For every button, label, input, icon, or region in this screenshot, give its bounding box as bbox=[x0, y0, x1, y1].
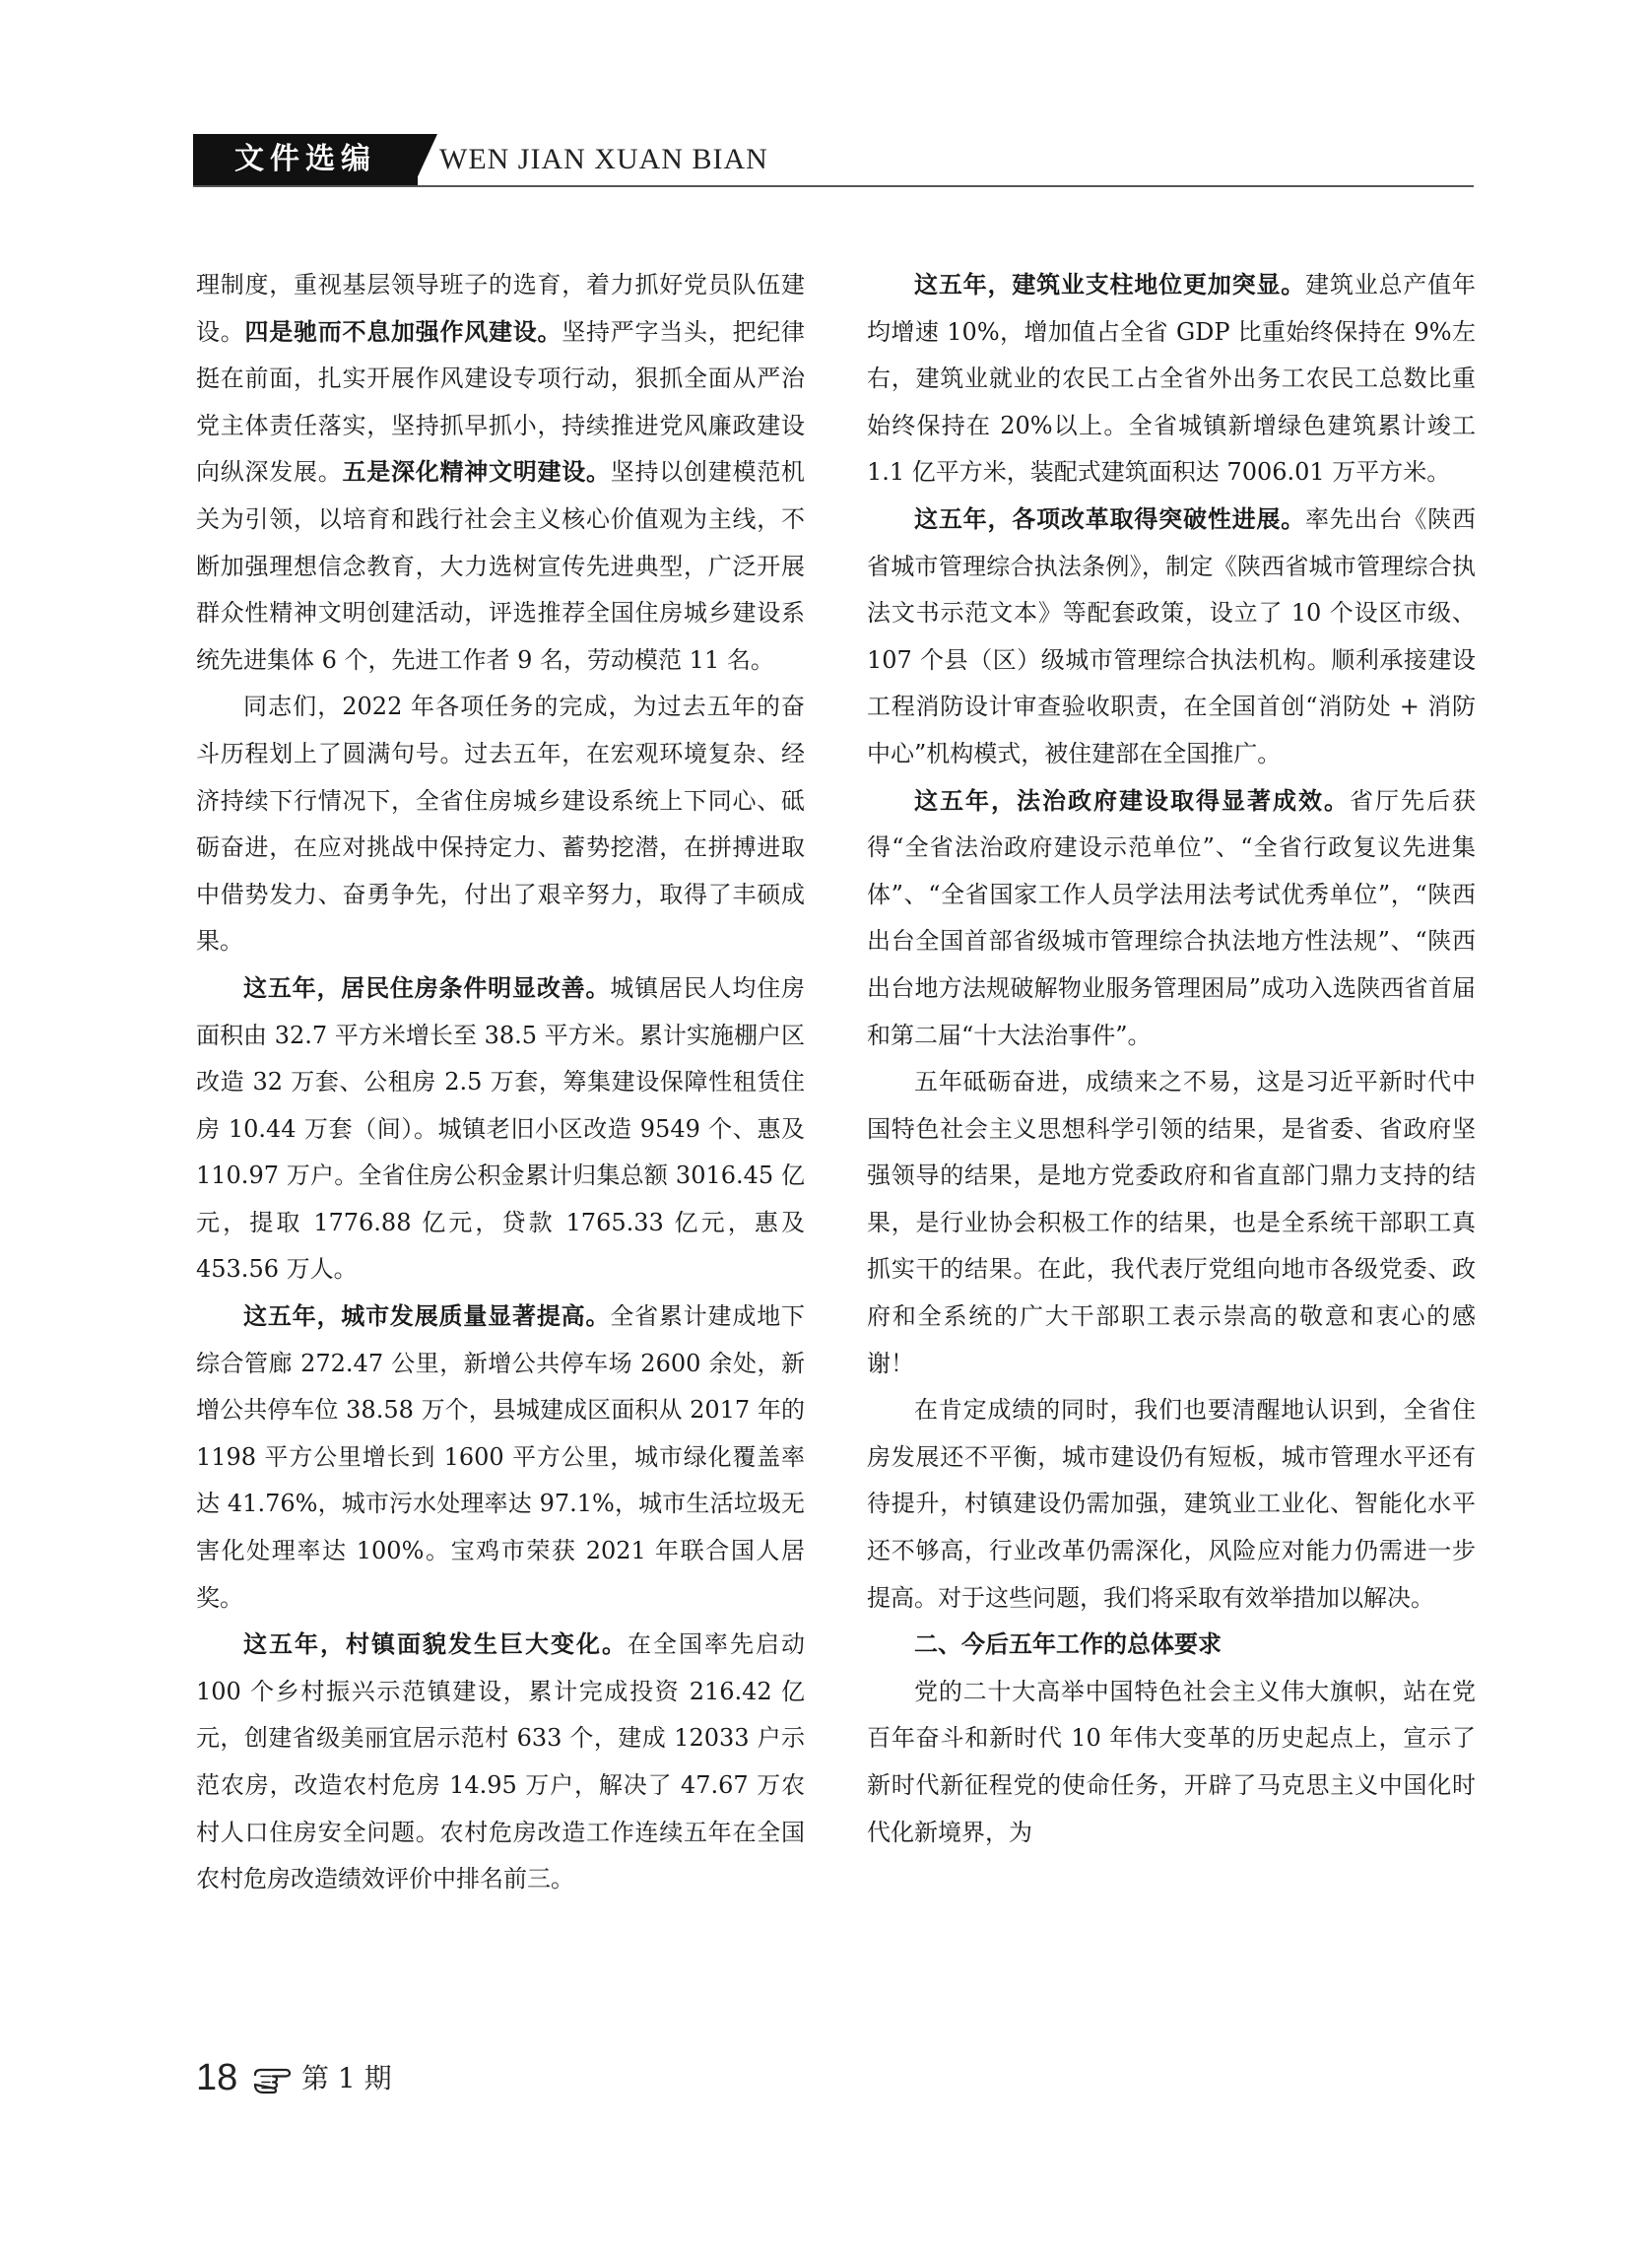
paragraph-text: 建筑业总产值年均增速 10%，增加值占全省 GDP 比重始终保持在 9%左右，建筑业就业的农民工占全省外出务工农民工总数比重始终保持在 20%以上。全省城镇新增绿色建筑累计竣工 1.1 亿平方米，装配式建筑面积达 7006.01 万平方米。 bbox=[867, 271, 1477, 487]
paragraph-lead: 四是驰而不息加强作风建设。 bbox=[244, 317, 562, 346]
paragraph bbox=[867, 497, 1476, 778]
paragraph: 同志们，2022 年各项任务的完成，为过去五年的奋斗历程划上了圆满句号。过去五年，在宏观环境复杂、经济持续下行情况下，全省住房城乡建设系统上下同心、砥砺奋进，在应对挑战中保持定力、蓄势挖潜，在拼搏进取中借势发力、奋勇争先，付出了艰辛努力，取得了丰硕成果。 bbox=[196, 693, 805, 956]
paragraph bbox=[867, 262, 1476, 497]
paragraph: 在肯定成绩的同时，我们也要清醒地认识到，全省住房发展还不平衡，城市建设仍有短板，城市管理水平还有待提升，村镇建设仍需加强，建筑业工业化、智能化水平还不够高，行业改革仍需深化，风险应对能力仍需进一步提高。对于这些问题，我们将采取有效举措加以解决。 bbox=[867, 1396, 1476, 1612]
section-title-english: WEN JIAN XUAN BIAN bbox=[439, 143, 768, 175]
paragraph-text: 坚持严字当头，把纪律挺在前面，扎实开展作风建设专项行动，狠抓全面从严治党主体责任落实，坚持抓早抓小，持续推进党风廉政建设向纵深发展。 bbox=[196, 317, 805, 487]
paragraph-lead: 这五年，城市发展质量显著提高。 bbox=[243, 1302, 611, 1331]
paragraph-lead: 这五年，居民住房条件明显改善。 bbox=[243, 973, 611, 1002]
header-rule bbox=[193, 185, 1474, 187]
page-number: 18 bbox=[196, 2057, 238, 2098]
section-heading: 二、今后五年工作的总体要求 bbox=[914, 1630, 1222, 1659]
issue-label: 第 1 期 bbox=[301, 2062, 392, 2094]
paragraph-lead: 五是深化精神文明建设。 bbox=[342, 458, 611, 487]
paragraph-text: 率先出台《陕西省城市管理综合执法条例》，制定《陕西省城市管理综合执法文书示范文本》等配套政策，设立了 10 个设区市级、107 个县（区）级城市管理综合执法机构。顺利承接建设工程消防设计审查验收职责，在全国首创“消防处 + 消防中心”机构模式，被住建部在全国推广。 bbox=[867, 504, 1477, 767]
paragraph: 党的二十大高举中国特色社会主义伟大旗帜，站在党百年奋斗和新时代 10 年伟大变革的历史起点上，宣示了新时代新征程党的使命任务，开辟了马克思主义中国化时代化新境界，为 bbox=[867, 1677, 1476, 1846]
paragraph-text: 全省累计建成地下综合管廊 272.47 公里，新增公共停车场 2600 余处，新增公共停车位 38.58 万个，县城建成区面积从 2017 年的 1198 平方公里增长到 1600 平方公里，城市绿化覆盖率达 41.76%，城市污水处理率达 97.1%，城市生活垃圾无害化处理率达 100%。宝鸡市荣获 2021 年联合国人居奖。 bbox=[196, 1302, 806, 1612]
paragraph-lead: 这五年，各项改革取得突破性进展。 bbox=[914, 504, 1306, 533]
paragraph-lead: 这五年，村镇面貌发生巨大变化。 bbox=[243, 1630, 628, 1659]
paragraph bbox=[196, 1622, 805, 1903]
section-tag-notch bbox=[414, 134, 437, 185]
paragraph-text: 坚持以创建模范机关为引领，以培育和践行社会主义核心价值观为主线，不断加强理想信念教育，大力选树宣传先进典型，广泛开展群众性精神文明创建活动，评选推荐全国住房城乡建设系统先进集体 6 个，先进工作者 9 名，劳动模范 11 名。 bbox=[196, 458, 805, 674]
paragraph-text: 城镇居民人均住房面积由 32.7 平方米增长至 38.5 平方米。累计实施棚户区改造 32 万套、公租房 2.5 万套，筹集建设保障性租赁住房 10.44 万套（间）。城镇老旧小区改造 9549 个、惠及 110.97 万户。全省住房公积金累计归集总额 3016.45 亿元，提取 1776.88 亿元，贷款 1765.33 亿元，惠及 453.56 万人。 bbox=[196, 973, 806, 1284]
paragraph bbox=[196, 965, 805, 1294]
paragraph-text: 理制度，重视基层领导班子的选育，着力抓好党员队伍建设。 bbox=[196, 271, 805, 346]
paragraph bbox=[867, 778, 1476, 1060]
right-column bbox=[867, 262, 1476, 1856]
paragraph bbox=[196, 1294, 805, 1622]
section-tag: 文件选编 bbox=[193, 134, 418, 185]
paragraph-text: 省厅先后获得“全省法治政府建设示范单位”、“全省行政复议先进集体”、“全省国家工作人员学法用法考试优秀单位”，“陕西出台全国首部省级城市管理综合执法地方性法规”、“陕西出台地方法规破解物业服务管理困局”成功入选陕西省首届和第二届“十大法治事件”。 bbox=[867, 786, 1476, 1049]
paragraph-text: 在全国率先启动 100 个乡村振兴示范镇建设，累计完成投资 216.42 亿元，创建省级美丽宜居示范村 633 个，建成 12033 户示范农房，改造农村危房 14.95 万户，解决了 47.67 万农村人口住房安全问题。农村危房改造工作连续五年在全国农村危房改造绩效评价中排名前三。 bbox=[196, 1630, 805, 1893]
left-column bbox=[196, 262, 805, 1903]
paragraph-lead: 这五年，建筑业支柱地位更加突显。 bbox=[914, 271, 1306, 299]
paragraph-lead: 这五年，法治政府建设取得显著成效。 bbox=[914, 786, 1350, 815]
pointing-hand-icon bbox=[252, 2063, 294, 2094]
paragraph: 五年砥砺奋进，成绩来之不易，这是习近平新时代中国特色社会主义思想科学引领的结果，是省委、省政府坚强领导的结果，是地方党委政府和省直部门鼎力支持的结果，是行业协会积极工作的结果，也是全系统干部职工真抓实干的结果。在此，我代表厅党组向地市各级党委、政府和全系统的广大干部职工表示崇高的敬意和衷心的感谢！ bbox=[867, 1068, 1476, 1377]
paragraph bbox=[196, 262, 805, 684]
